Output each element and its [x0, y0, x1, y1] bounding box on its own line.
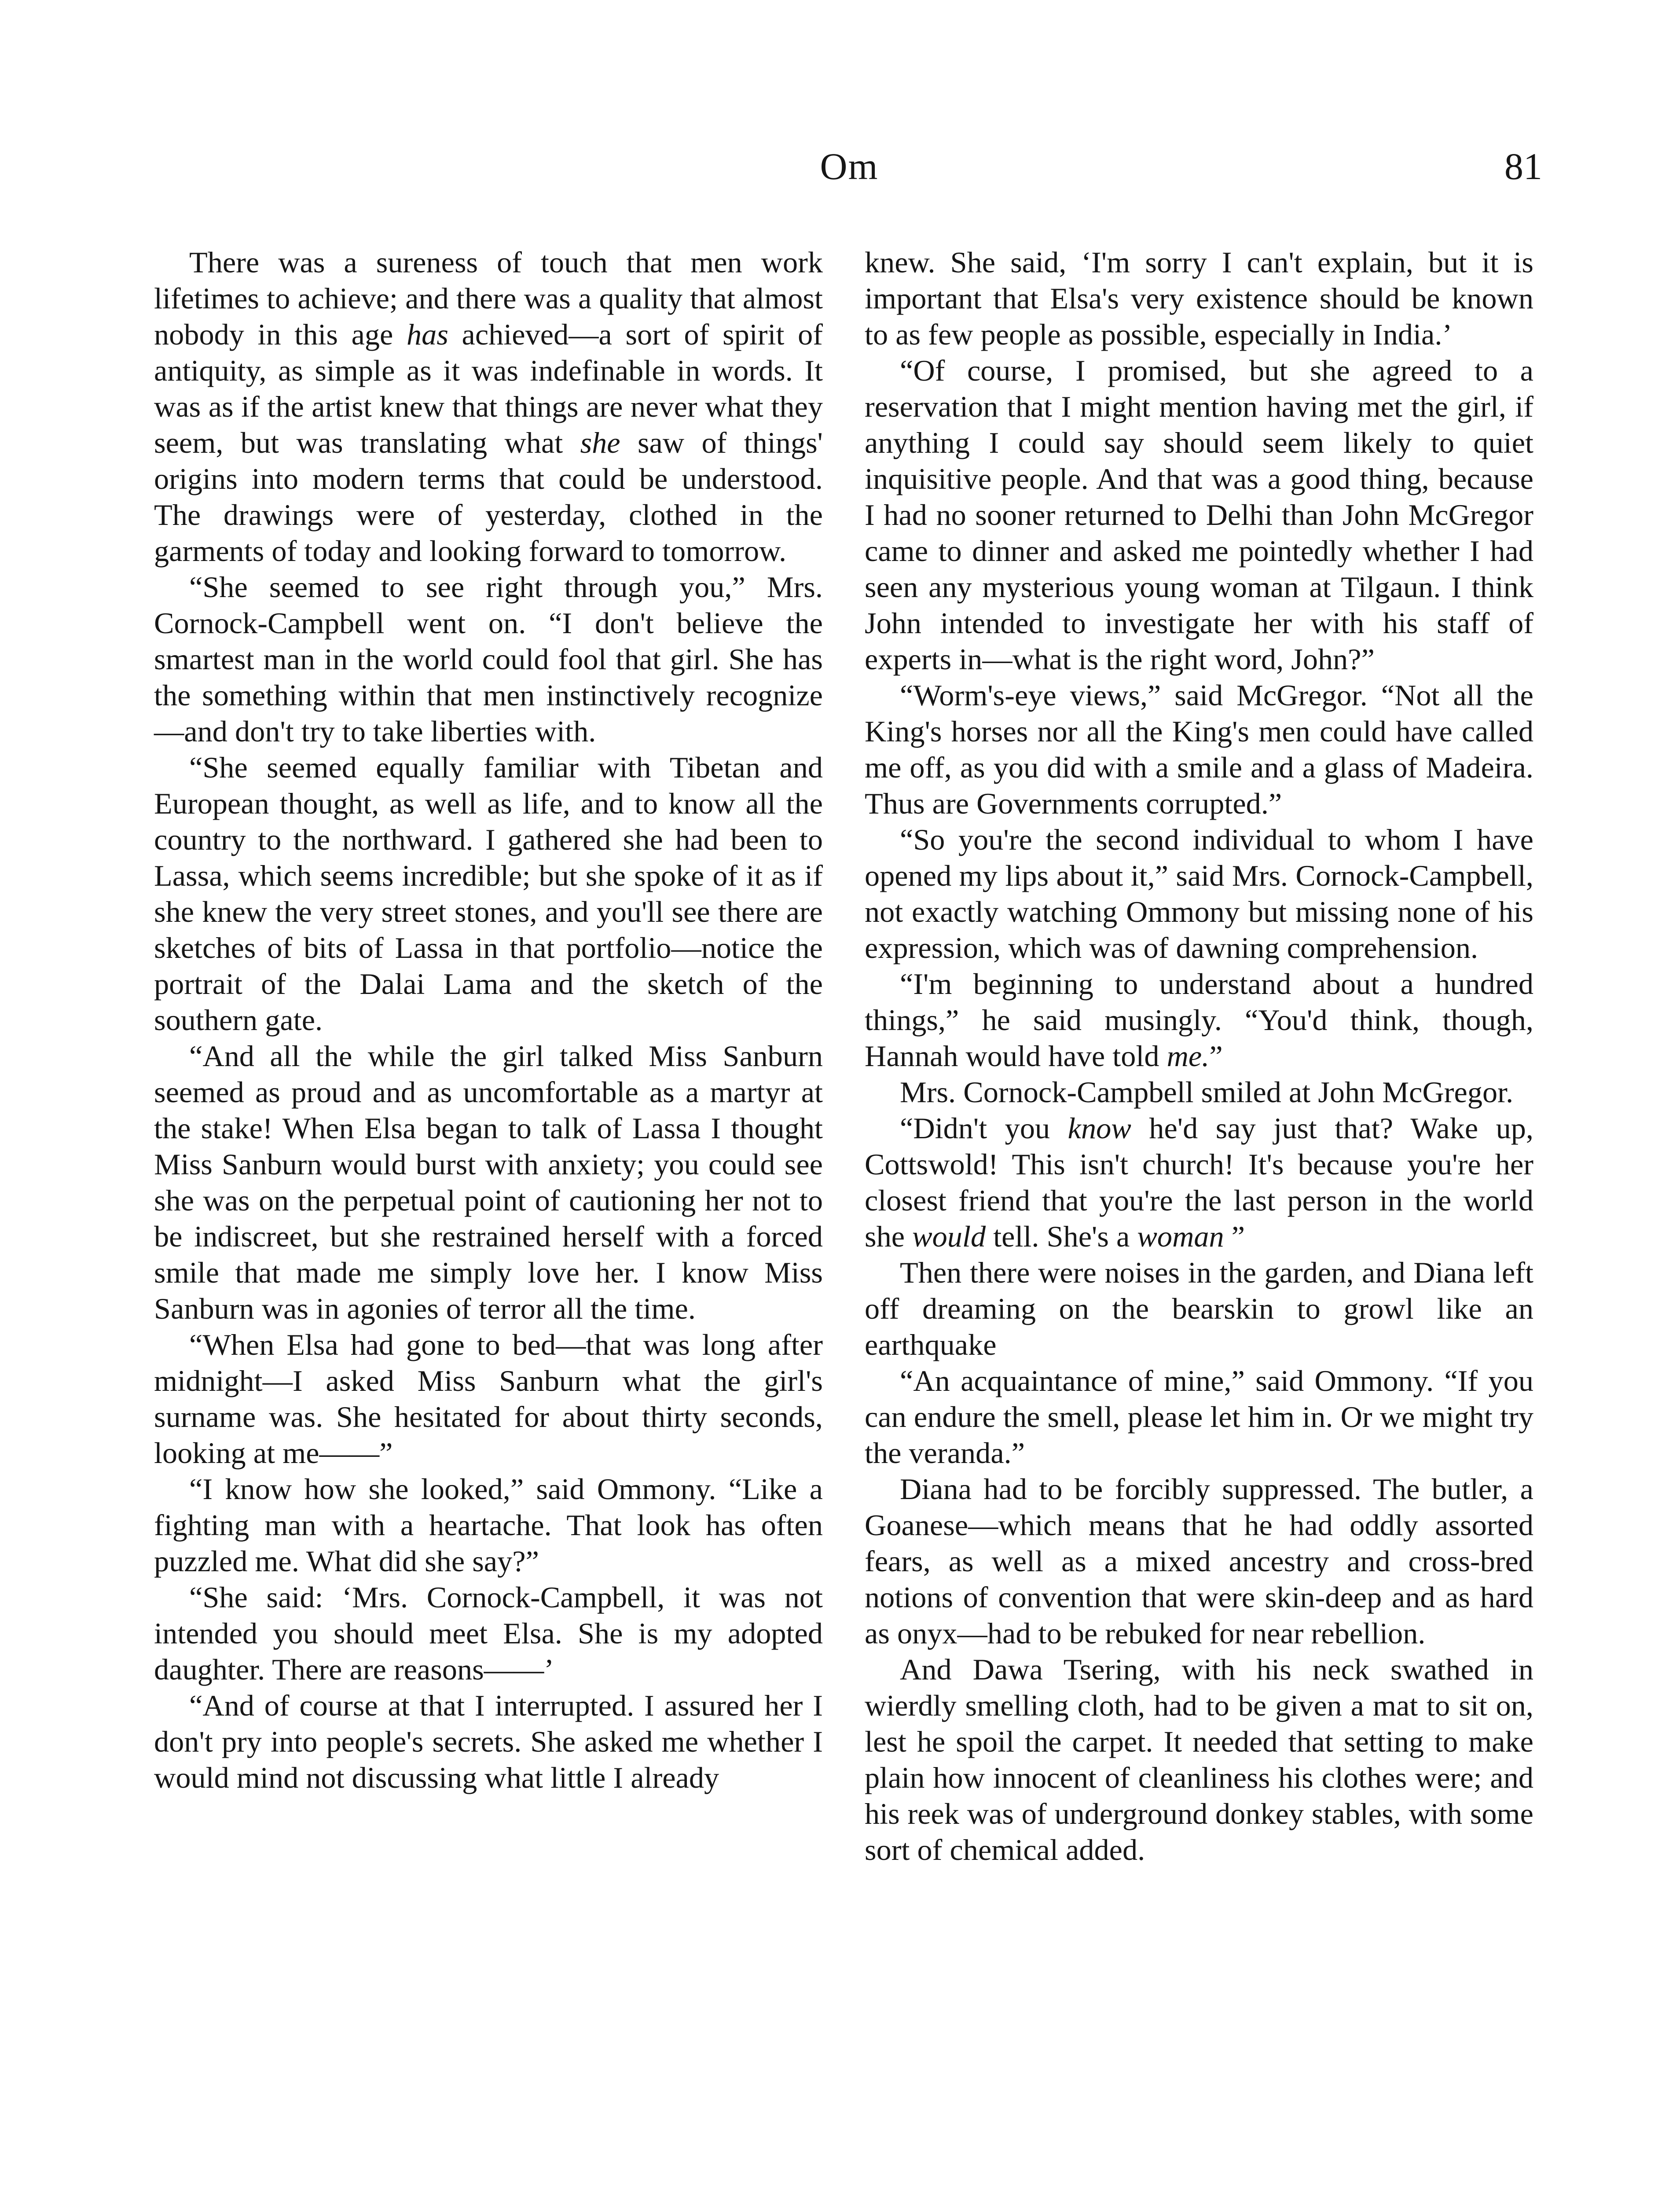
paragraph	[865, 966, 1533, 1074]
paragraph: “Of course, I promised, but she agreed to a reservation that I might mention having met the girl, if anything I could say should seem likely to quiet inquisitive people. And that was a good thing, because I had no sooner returned to Delhi than John McGregor came to dinner and asked me pointedly whether I had seen any mysterious young woman at Tilgaun. I think John intended to investigate her with his staff of experts in—what is the right word, John?”	[865, 354, 1533, 676]
paragraph: Then there were noises in the garden, and Diana left off dreaming on the bearskin to growl like an earthquake	[865, 1256, 1533, 1361]
italic-text: she	[580, 426, 620, 459]
running-head-title: Om	[820, 145, 879, 187]
paragraph	[154, 244, 823, 569]
italic-text: woman	[1137, 1220, 1224, 1253]
paragraph-text: “Didn't you	[900, 1111, 1050, 1145]
paragraph: And Dawa Tsering, with his neck swathed in wierdly smelling cloth, had to be given a mat to sit on, lest he spoil the carpet. It needed that setting to make plain how innocent of cleanliness his clothes were; and his reek was of underground donkey stables, with some sort of chemical added.	[865, 1653, 1533, 1866]
paragraph	[865, 1110, 1533, 1254]
page-number: 81	[1504, 145, 1542, 187]
paragraph: “She said: ‘Mrs. Cornock-Campbell, it was not intended you should meet Elsa. She is my adopted daughter. There are reasons——’	[154, 1580, 823, 1686]
paragraph: “She seemed to see right through you,” Mrs. Cornock-Campbell went on. “I don't believe the smartest man in the world could fool that girl. She has the something within that men instinctively recognize—and don't try to take liberties with.	[154, 570, 823, 748]
italic-text: know	[1067, 1111, 1131, 1145]
italic-text: would	[912, 1220, 986, 1253]
italic-text: me.	[1166, 1039, 1210, 1073]
paragraph: “I know how she looked,” said Ommony. “Like a fighting man with a heartache. That look has often puzzled me. What did she say?”	[154, 1472, 823, 1578]
right-text-column	[865, 244, 1533, 1868]
italic-text: has	[407, 318, 448, 351]
paragraph: “When Elsa had gone to bed—that was long after midnight—I asked Miss Sanburn what the girl's surname was. She hesitated for about thirty seconds, looking at me——”	[154, 1328, 823, 1470]
paragraph: Mrs. Cornock-Campbell smiled at John McGregor.	[900, 1075, 1514, 1109]
paragraph-text: ”	[1231, 1220, 1245, 1253]
paragraph-text: ”	[1209, 1039, 1223, 1073]
left-text-column	[154, 244, 823, 1796]
paragraph: “And of course at that I interrupted. I assured her I don't pry into people's secrets. She asked me whether I would mind not discussing what little I already	[154, 1689, 823, 1794]
paragraph: Diana had to be forcibly suppressed. The butler, a Goanese—which means that he had oddly assorted fears, as well as a mixed ancestry and cross-bred notions of convention that were skin-deep and as hard as onyx—had to be rebuked for near rebellion.	[865, 1472, 1533, 1650]
paragraph-text: achieved—a sort of spirit of antiquity, as simple as it was indefinable in words. It was as if the artist knew that things are never what they seem, but was translating what	[154, 318, 823, 459]
paragraph: “She seemed equally familiar with Tibetan and European thought, as well as life, and to know all the country to the northward. I gathered she had been to Lassa, which seems incredible; but she spoke of it as if she knew the very street stones, and you'll see there are sketches of bits of Lassa in that portfolio—notice the portrait of the Dalai Lama and the sketch of the southern gate.	[154, 751, 823, 1037]
paragraph-continued: knew. She said, ‘I'm sorry I can't explain, but it is important that Elsa's very existence should be known to as few people as possible, especially in India.’	[865, 246, 1533, 351]
paragraph: “So you're the second individual to whom I have opened my lips about it,” said Mrs. Cornock-Campbell, not exactly watching Ommony but missing none of his expression, which was of dawning comprehension.	[865, 823, 1533, 964]
paragraph: “And all the while the girl talked Miss Sanburn seemed as proud and as uncomfortable as a martyr at the stake! When Elsa began to talk of Lassa I thought Miss Sanburn would burst with anxiety; you could see she was on the perpetual point of cautioning her not to be indiscreet, but she restrained herself with a forced smile that made me simply love her. I know Miss Sanburn was in agonies of terror all the time.	[154, 1039, 823, 1325]
paragraph-text: There was a sureness of touch that men work lifetimes to achieve; and there was a quality that almost nobody in this age	[154, 246, 823, 351]
paragraph-text: tell. She's a	[993, 1220, 1130, 1253]
paragraph: “Worm's-eye views,” said McGregor. “Not all the King's horses nor all the King's men could have called me off, as you did with a smile and a glass of Madeira. Thus are Governments corrupted.”	[865, 678, 1533, 820]
paragraph: “An acquaintance of mine,” said Ommony. “If you can endure the smell, please let him in. Or we might try the veranda.”	[865, 1364, 1533, 1470]
paragraph-text: he'd say just that? Wake up, Cottswold! This isn't church! It's because you're her closest friend that you're the last person in the world she	[865, 1111, 1534, 1253]
paragraph-text: “I'm beginning to understand about a hundred things,” he said musingly. “You'd think, though, Hannah would have told	[865, 967, 1533, 1073]
paragraph-text: saw of things' origins into modern terms that could be understood. The drawings were of yesterday, clothed in the garments of today and looking forward to tomorrow.	[154, 426, 823, 568]
